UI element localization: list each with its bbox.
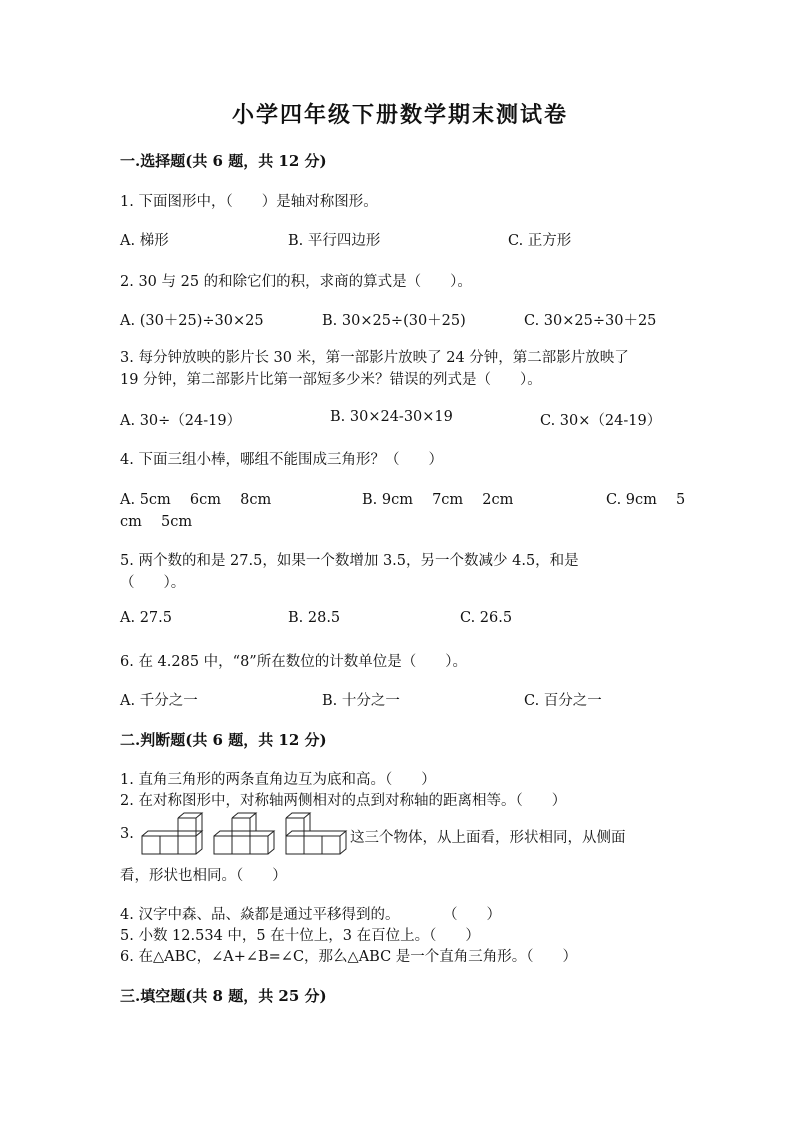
option-a: A. 5cm 6cm 8cm (120, 492, 272, 508)
option-b: B. 30×24-30×19 (330, 409, 453, 425)
cube-stack-figure-3 (282, 812, 348, 858)
option-c: C. 30×25÷30＋25 (524, 313, 657, 329)
question-text-line1: 这三个物体，从上面看，形状相同，从侧面 (350, 830, 626, 846)
section-heading: 二.判断题(共 6 题，共 12 分) (120, 731, 327, 749)
cube-stack-figure-1 (138, 812, 204, 858)
section-heading: 一.选择题(共 6 题，共 12 分) (120, 152, 327, 170)
option-b: B. 9cm 7cm 2cm (362, 492, 514, 508)
question-text-line2: 19 分钟，第二部影片比第一部短多少米？错误的列式是（ ）。 (120, 372, 542, 388)
question-number: 3. (120, 826, 134, 842)
option-b: B. 30×25÷(30＋25) (322, 313, 466, 329)
question-text-line2: 看，形状也相同。（ ） (120, 868, 287, 884)
question-text-line1: 3. 每分钟放映的影片长 30 米，第一部影片放映了 24 分钟，第二部影片放映了 (120, 350, 629, 366)
option-b: B. 28.5 (288, 610, 341, 626)
question-text: 2. 30 与 25 的和除它们的积，求商的算式是（ ）。 (120, 274, 472, 290)
question-text-line1: 5. 两个数的和是 27.5，如果一个数增加 3.5，另一个数减少 4.5，和是 (120, 553, 579, 569)
question-text: 6. 在△ABC，∠A+∠B=∠C，那么△ABC 是一个直角三角形。（ ） (120, 949, 578, 965)
question-text: 4. 下面三组小棒，哪组不能围成三角形？（ ） (120, 452, 443, 468)
option-c-wrap: cm 5cm (120, 514, 193, 530)
option-a: A. 30÷（24-19） (120, 413, 242, 429)
cube-stack-figure-2 (210, 812, 276, 858)
question-text: 1. 直角三角形的两条直角边互为底和高。（ ） (120, 772, 436, 788)
question-text: 2. 在对称图形中，对称轴两侧相对的点到对称轴的距离相等。（ ） (120, 793, 567, 809)
option-c: C. 30×（24-19） (540, 413, 662, 429)
option-c: C. 正方形 (508, 233, 572, 249)
option-c: C. 26.5 (460, 610, 513, 626)
question-text: 1. 下面图形中，（ ）是轴对称图形。 (120, 194, 378, 210)
option-b: B. 十分之一 (322, 693, 400, 709)
option-c: C. 9cm 5 (606, 492, 686, 508)
section-heading: 三.填空题(共 8 题，共 25 分) (120, 987, 327, 1005)
option-a: A. 梯形 (120, 233, 169, 249)
option-a: A. 27.5 (120, 610, 172, 626)
question-text: 6. 在 4.285 中，“8”所在数位的计数单位是（ ）。 (120, 654, 467, 670)
question-text-line2: （ ）。 (120, 575, 186, 591)
option-a: A. 千分之一 (120, 693, 198, 709)
page-title: 小学四年级下册数学期末测试卷 (231, 102, 568, 128)
option-a: A. (30＋25)÷30×25 (120, 313, 264, 329)
question-text: 5. 小数 12.534 中，5 在十位上，3 在百位上。（ ） (120, 928, 480, 944)
option-c: C. 百分之一 (524, 693, 602, 709)
question-text: 4. 汉字中森、品、焱都是通过平移得到的。 （ ） (120, 907, 501, 923)
option-b: B. 平行四边形 (288, 233, 381, 249)
